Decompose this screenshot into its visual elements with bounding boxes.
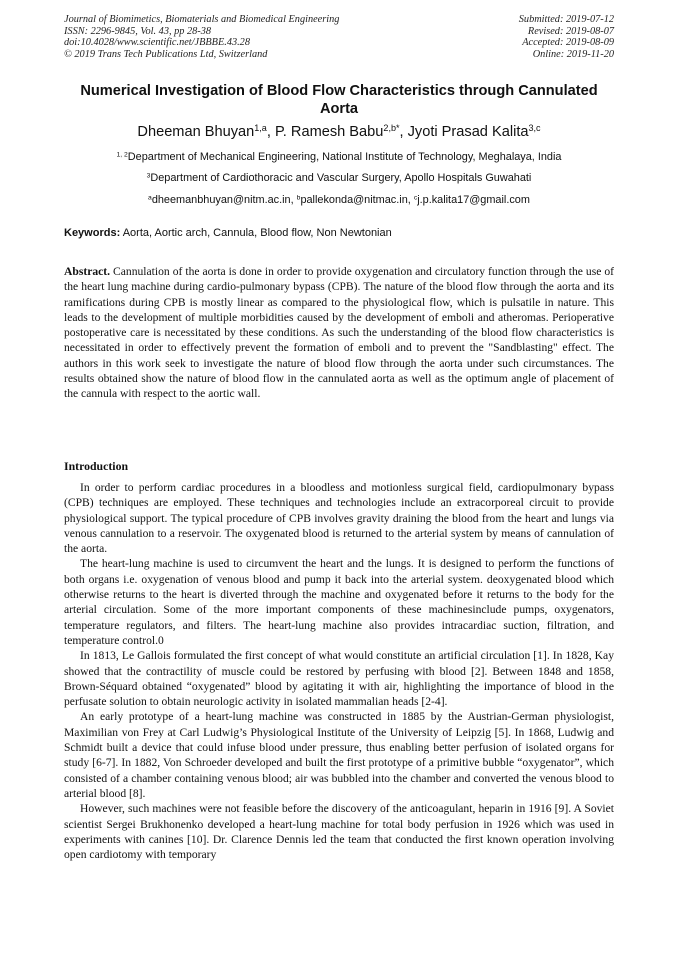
author-separator: , bbox=[266, 124, 275, 140]
affiliation-mark: 1, 2 bbox=[116, 151, 128, 159]
paragraph: However, such machines were not feasible before the discovery of the anticoagulant, heparin in 1916 [9]. A Soviet scientist Sergei Brukhonenko developed a heart-lung machine for total body perfusion in 1926 which was used in experiments with canines [10]. Dr. Clarence Dennis led the team that conducted the first known operation involving open cardiotomy with temporary bbox=[64, 802, 614, 862]
affiliation-mark: 3 bbox=[146, 172, 151, 180]
email-address: pallekonda@nitmac.in, bbox=[300, 194, 414, 206]
submitted-date: Submitted: 2019-07-12 bbox=[518, 14, 614, 25]
author-name: P. Ramesh Babu bbox=[274, 124, 384, 140]
email-address: dheemanbhuyan@nitm.ac.in, bbox=[151, 194, 297, 206]
paragraph: In order to perform cardiac procedures in a bloodless and motionless surgical field, cardiopulmonary bypass (CPB) techniques are employed. These techniques and technologies include an extracorporeal circuit to provide physiological support. The typical procedure of CPB involves gravity draining the blood from the heart and lungs via venous cannulation to a reservoir. The oxygenated blood is returned to the arterial system by means of cannulation of the aorta. bbox=[64, 481, 614, 556]
accepted-date: Accepted: 2019-08-09 bbox=[522, 37, 614, 49]
email-mark: b bbox=[296, 194, 301, 202]
online-date: Online: 2019-11-20 bbox=[532, 48, 614, 60]
introduction-heading: Introduction bbox=[64, 459, 129, 473]
doi-line: doi:10.4028/www.scientific.net/JBBBE.43.28 bbox=[64, 37, 250, 49]
copyright-line: © 2019 Trans Tech Publications Ltd, Switzerland bbox=[64, 48, 268, 60]
affiliation-2 bbox=[64, 172, 614, 185]
author-separator: , bbox=[399, 124, 408, 140]
author-affiliation-mark: 1,a bbox=[254, 123, 267, 134]
abstract-text: Cannulation of the aorta is done in order to provide oxygenation and circulatory function through the use of the heart lung machine during cardio-pulmonary bypass (CPB). The nature of the blood flow through the aorta and its ramifications during CPB is mostly linear as compared to the physiological flow, which is pulsatile in nature. This leads to the development of multiple morbidities caused by the development of emboli and atheromas. Perioperative postoperative care is necessitated by these conditions. As such the understanding of the blood flow characteristics is necessitated in order to effectively prevent the formation of emboli and to prevent the "Sandblasting" effect. The authors in this work seek to investigate the nature of blood flow through the aorta under such circumstances. The results obtained show the nature of blood flow in the cannulated aorta as well as the optimum angle of placement of the cannula with respect to the aortic wall. bbox=[64, 265, 614, 401]
paragraph: In 1813, Le Gallois formulated the first concept of what would constitute an artificial circulation [1]. In 1828, Kay showed that the contractility of muscle could be restored by perfusing with blood [2]. Between 1848 and 1858, Brown-Séquard obtained “oxygenated” blood by agitating it with air, highlighting the importance of blood in the perfusate solution to obtain neurologic activity in isolated mammalian heads [2-4]. bbox=[64, 649, 614, 709]
author-name: Dheeman Bhuyan bbox=[137, 124, 255, 140]
keywords-label: Keywords: bbox=[64, 227, 121, 239]
affiliation-text: Department of Cardiothoracic and Vascular Surgery, Apollo Hospitals Guwahati bbox=[150, 172, 532, 184]
introduction-body bbox=[64, 480, 614, 862]
dates-header bbox=[519, 14, 614, 60]
author-list bbox=[64, 123, 614, 141]
paragraph: An early prototype of a heart-lung machine was constructed in 1885 by the Austrian-German physiologist, Maximilian von Frey at Carl Ludwig’s Physiological Institute of the University of Leipzig [5]. In 1868, Ludwig and Schmidt built a device that could infuse blood under pressure, thus enabling better perfusion of isolated organs for study [6-7]. In 1882, Von Schroeder developed and built the first prototype of a primitive bubble “oxygenator”, which consisted of a chamber containing venous blood; air was bubbled into the chamber and converted the venous blood to arterial blood [8]. bbox=[64, 710, 614, 800]
email-mark: c bbox=[413, 194, 418, 202]
journal-name: Journal of Biomimetics, Biomaterials and Biomedical Engineering bbox=[64, 14, 340, 25]
affiliation-1 bbox=[64, 151, 614, 164]
keywords-text: Aorta, Aortic arch, Cannula, Blood flow, Non Newtonian bbox=[120, 227, 392, 239]
affiliation-text: Department of Mechanical Engineering, National Institute of Technology, Meghalaya, India bbox=[127, 151, 562, 163]
author-name: Jyoti Prasad Kalita bbox=[407, 124, 529, 140]
abstract bbox=[64, 264, 614, 402]
email-mark: a bbox=[148, 194, 152, 202]
paper-title: Numerical Investigation of Blood Flow Characteristics through Cannulated Aorta bbox=[80, 83, 598, 117]
author-emails bbox=[64, 194, 614, 207]
revised-date: Revised: 2019-08-07 bbox=[527, 25, 614, 37]
author-affiliation-mark: 2,b* bbox=[383, 123, 400, 134]
author-affiliation-mark: 3,c bbox=[528, 123, 541, 134]
abstract-label: Abstract. bbox=[64, 265, 111, 278]
email-address: j.p.kalita17@gmail.com bbox=[417, 194, 530, 206]
issn-line: ISSN: 2296-9845, Vol. 43, pp 28-38 bbox=[64, 25, 212, 37]
paragraph: The heart-lung machine is used to circumvent the heart and the lungs. It is designed to perform the functions of both organs i.e. oxygenation of venous blood and pump it back into the arterial system. deoxygenated blood which otherwise returns to the heart is diverted through the machine and oxygenated before it returns to the body for the arterial circulation. Some of the more important components of these machinesinclude pumps, oxygenators, temperature regulators, and filters. The heart-lung machine also provides intracardiac suction, filtration, and temperature control.0 bbox=[64, 557, 614, 647]
journal-header bbox=[64, 14, 339, 60]
keywords bbox=[64, 226, 614, 240]
